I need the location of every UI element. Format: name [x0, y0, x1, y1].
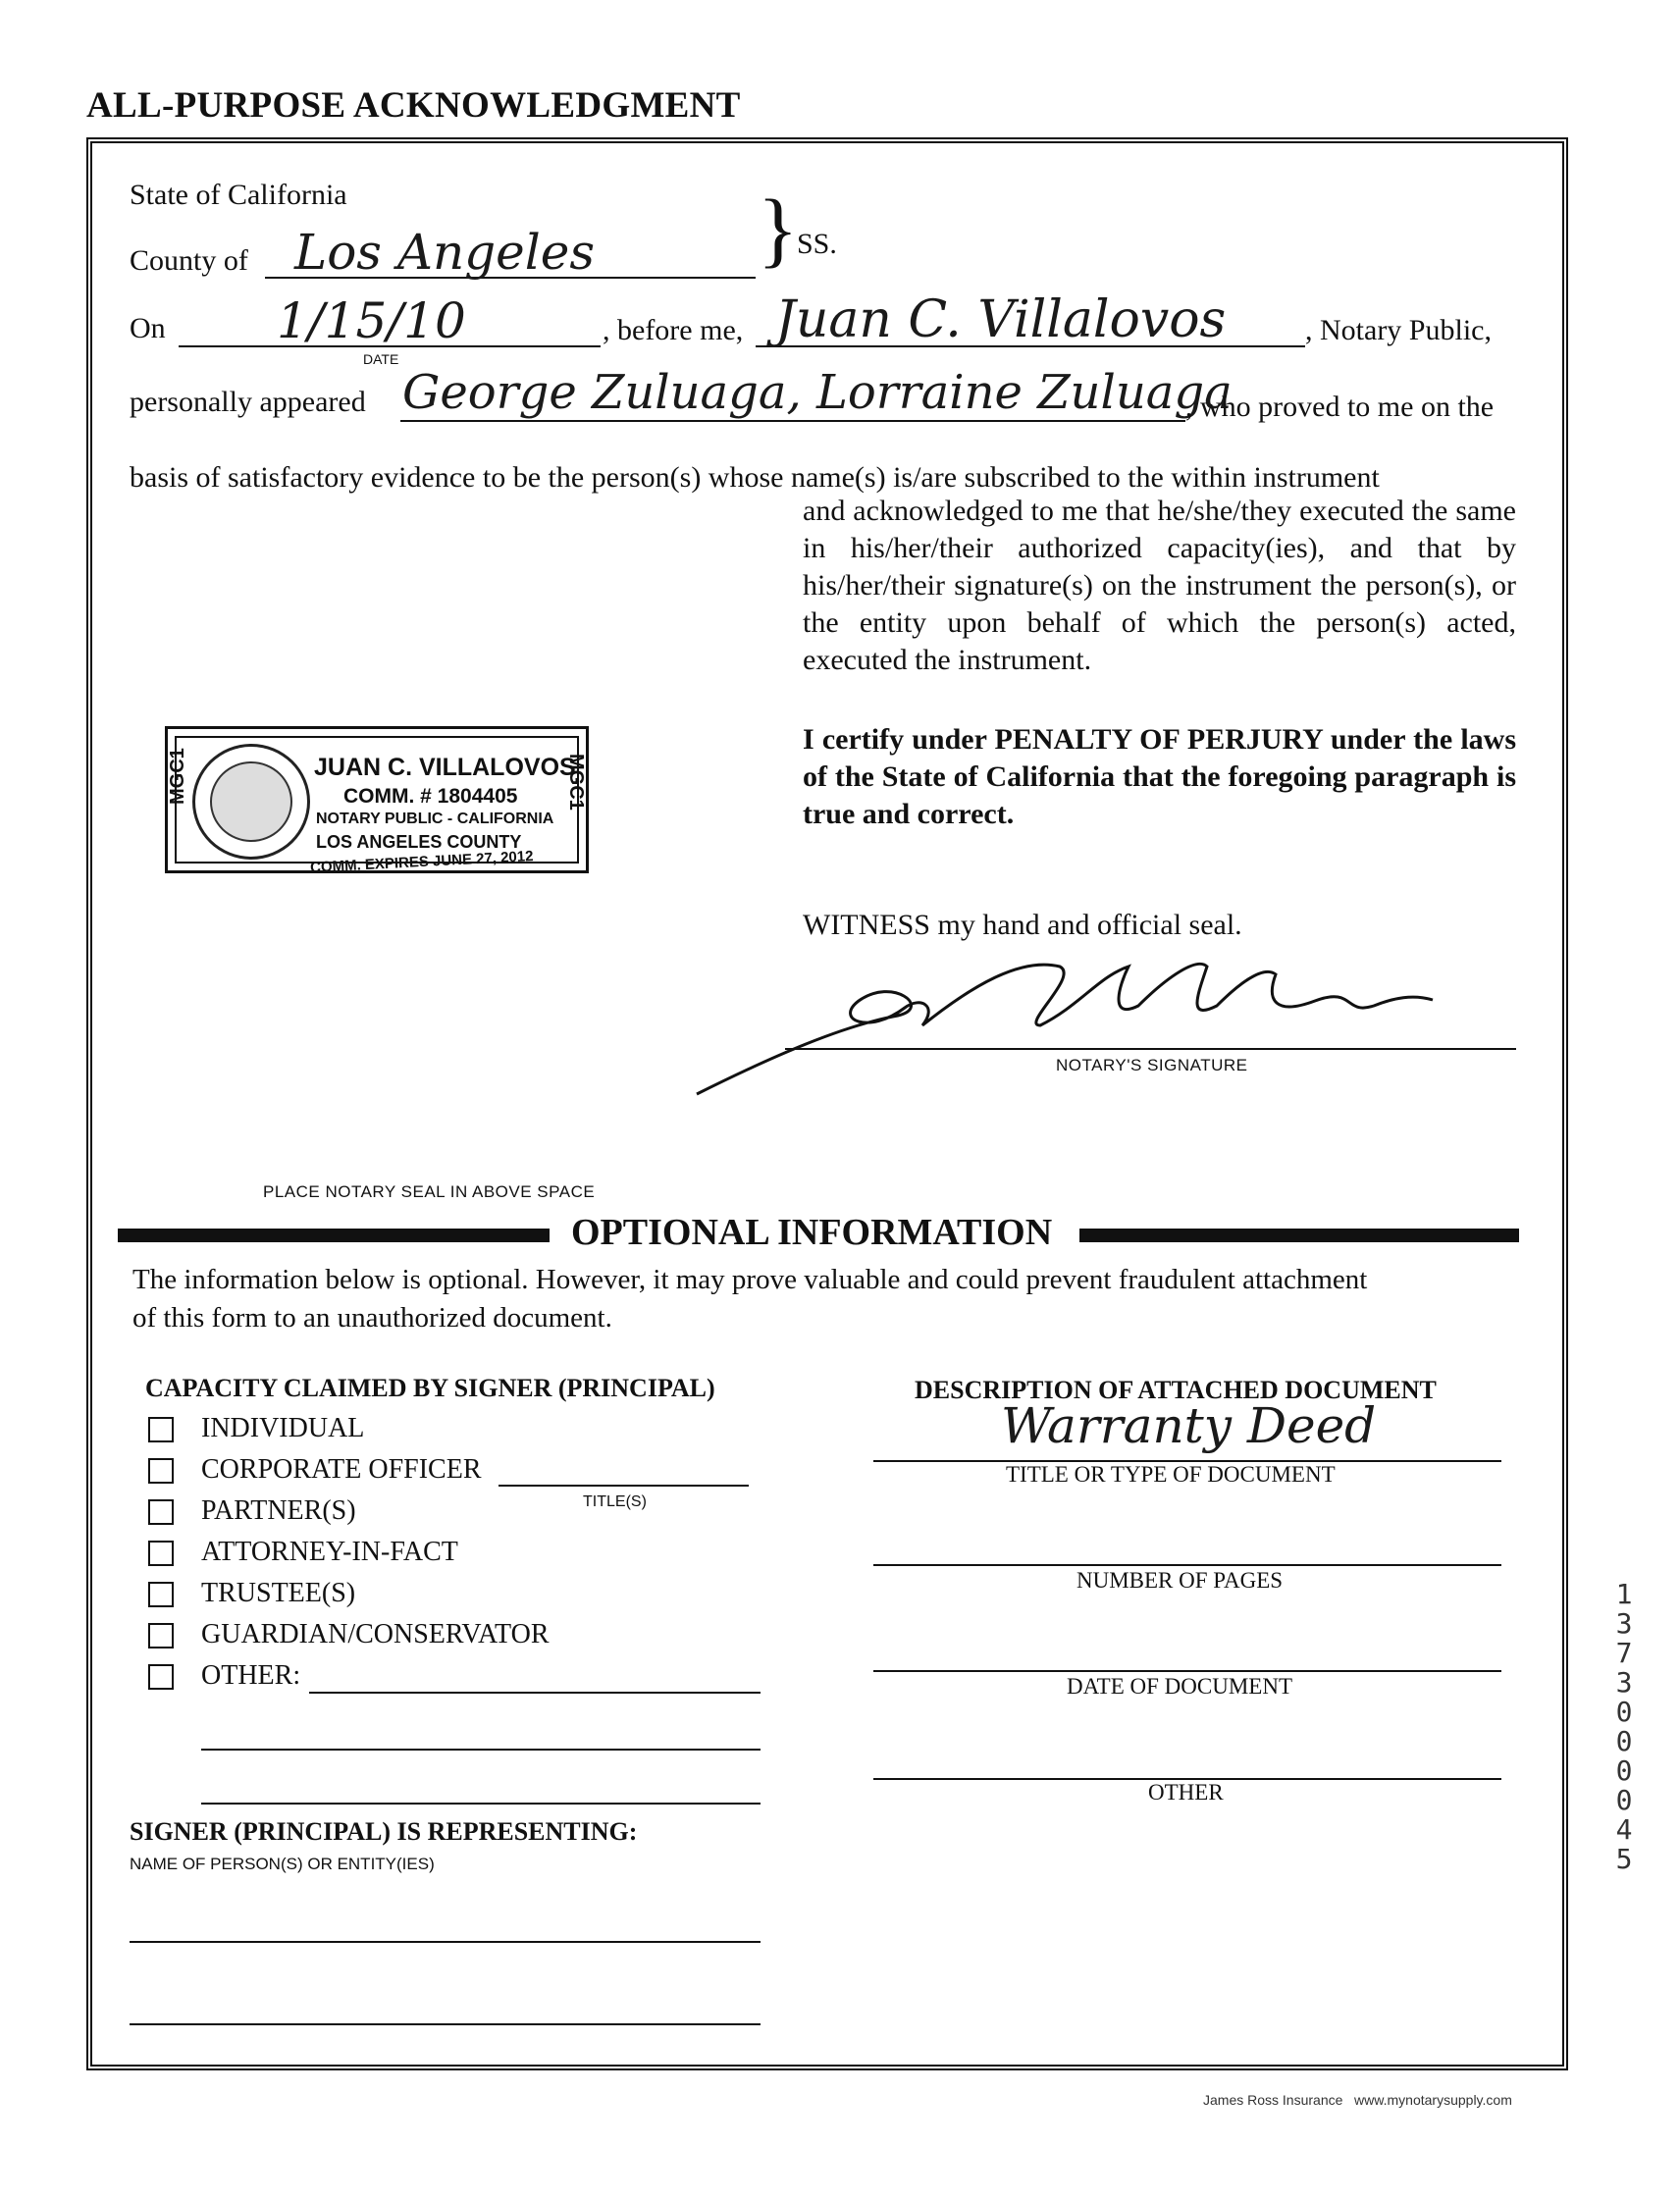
- certify-text-1: I certify under: [803, 723, 995, 756]
- before-me-label: , before me,: [603, 314, 744, 346]
- trustees-label: TRUSTEE(S): [201, 1578, 356, 1608]
- titles-field[interactable]: [499, 1485, 749, 1487]
- attorney-in-fact-label: ATTORNEY-IN-FACT: [201, 1537, 458, 1567]
- partners-checkbox[interactable]: [148, 1499, 174, 1525]
- signature-underline: [785, 1048, 1516, 1050]
- date-value[interactable]: 1/15/10: [277, 292, 466, 349]
- optional-divider-left: [118, 1229, 550, 1242]
- document-date-field[interactable]: [873, 1670, 1501, 1672]
- county-value[interactable]: Los Angeles: [294, 224, 596, 281]
- form-title: ALL-PURPOSE ACKNOWLEDGMENT: [86, 85, 741, 126]
- seal-side-code-right: MGC1: [565, 754, 587, 811]
- state-label: State of California: [130, 179, 347, 211]
- representing-heading: SIGNER (PRINCIPAL) IS REPRESENTING:: [130, 1817, 638, 1846]
- optional-divider-right: [1079, 1229, 1519, 1242]
- other-description-caption: OTHER: [1148, 1780, 1224, 1805]
- footer-credit: James Ross Insurance www.mynotarysupply.com: [1203, 2092, 1512, 2108]
- corporate-officer-checkbox[interactable]: [148, 1458, 174, 1484]
- certify-bold: PENALTY OF PERJURY: [994, 723, 1323, 756]
- partners-label: PARTNER(S): [201, 1495, 356, 1526]
- on-label: On: [130, 312, 166, 344]
- proved-label: , who proved to me on the: [1185, 391, 1495, 423]
- other-field-line-3[interactable]: [201, 1803, 761, 1805]
- certification-statement: [803, 721, 1516, 833]
- seal-side-code-left: MGC1: [167, 748, 188, 805]
- state-seal-center-icon: [210, 761, 292, 842]
- certify-text-2: under the laws of the State of California that the foregoing paragraph is true and correct.: [803, 723, 1516, 830]
- signature-caption: NOTARY'S SIGNATURE: [1056, 1056, 1248, 1074]
- capacity-heading: CAPACITY CLAIMED BY SIGNER (PRINCIPAL): [145, 1374, 715, 1402]
- venue-brace: }: [758, 182, 799, 276]
- representing-field-line-1[interactable]: [130, 1941, 761, 1943]
- body-line-1: basis of satisfactory evidence to be the person(s) whose name(s) is/are subscribed to the within instrument: [130, 461, 1380, 494]
- representing-field-line-2[interactable]: [130, 2023, 761, 2025]
- notary-name-value[interactable]: Juan C. Villalovos: [775, 290, 1227, 349]
- seal-comm-number: COMM. # 1804405: [343, 785, 518, 808]
- titles-caption: TITLE(S): [583, 1493, 647, 1510]
- witness-statement: WITNESS my hand and official seal.: [803, 909, 1242, 941]
- body-paragraph: and acknowledged to me that he/she/they executed the same in his/her/their authorized capacity(ies), and that by his/her/their signature(s) on the instrument the person(s), or the entity upon behalf of which the person(s) acted, executed the instrument.: [803, 495, 1516, 676]
- notary-public-label: , Notary Public,: [1305, 314, 1492, 346]
- seal-county: LOS ANGELES COUNTY: [316, 832, 522, 852]
- personally-appeared-label: personally appeared: [130, 386, 366, 418]
- notary-signature: [687, 947, 1452, 1104]
- seal-expiration: COMM. EXPIRES JUNE 27, 2012: [309, 848, 534, 876]
- persons-value[interactable]: George Zuluaga, Lorraine Zuluaga: [402, 365, 1233, 420]
- guardian-conservator-checkbox[interactable]: [148, 1623, 174, 1648]
- seal-placement-caption: PLACE NOTARY SEAL IN ABOVE SPACE: [263, 1182, 596, 1201]
- other-field[interactable]: [309, 1692, 761, 1694]
- individual-label: INDIVIDUAL: [201, 1413, 365, 1443]
- decorative-border: [86, 137, 1568, 2070]
- margin-document-number: 13730 00045: [1615, 1578, 1633, 1875]
- persons-underline: [400, 420, 1185, 422]
- seal-notary-name: JUAN C. VILLALOVOS: [314, 754, 576, 781]
- optional-intro-line-2: of this form to an unauthorized document.: [132, 1302, 612, 1334]
- document-title-caption: TITLE OR TYPE OF DOCUMENT: [1006, 1462, 1336, 1487]
- individual-checkbox[interactable]: [148, 1417, 174, 1442]
- optional-heading: OPTIONAL INFORMATION: [571, 1212, 1053, 1253]
- other-field-line-2[interactable]: [201, 1749, 761, 1751]
- other-label: OTHER:: [201, 1660, 301, 1691]
- attorney-in-fact-checkbox[interactable]: [148, 1541, 174, 1566]
- seal-notary-title: NOTARY PUBLIC - CALIFORNIA: [316, 811, 554, 827]
- document-title-value[interactable]: Warranty Deed: [1001, 1397, 1377, 1454]
- corporate-officer-label: CORPORATE OFFICER: [201, 1454, 482, 1485]
- document-date-caption: DATE OF DOCUMENT: [1067, 1674, 1292, 1699]
- ss-label: SS.: [797, 228, 837, 260]
- date-caption: DATE: [363, 351, 399, 367]
- representing-caption: NAME OF PERSON(S) OR ENTITY(IES): [130, 1855, 435, 1873]
- trustees-checkbox[interactable]: [148, 1582, 174, 1607]
- optional-intro-line-1: The information below is optional. However, it may prove valuable and could prevent fraudulent attachment: [132, 1264, 1368, 1295]
- guardian-conservator-label: GUARDIAN/CONSERVATOR: [201, 1619, 550, 1649]
- county-label: County of: [130, 244, 248, 277]
- number-of-pages-field[interactable]: [873, 1564, 1501, 1566]
- other-checkbox[interactable]: [148, 1664, 174, 1690]
- description-heading: DESCRIPTION OF ATTACHED DOCUMENT: [915, 1376, 1437, 1404]
- number-of-pages-caption: NUMBER OF PAGES: [1076, 1568, 1284, 1593]
